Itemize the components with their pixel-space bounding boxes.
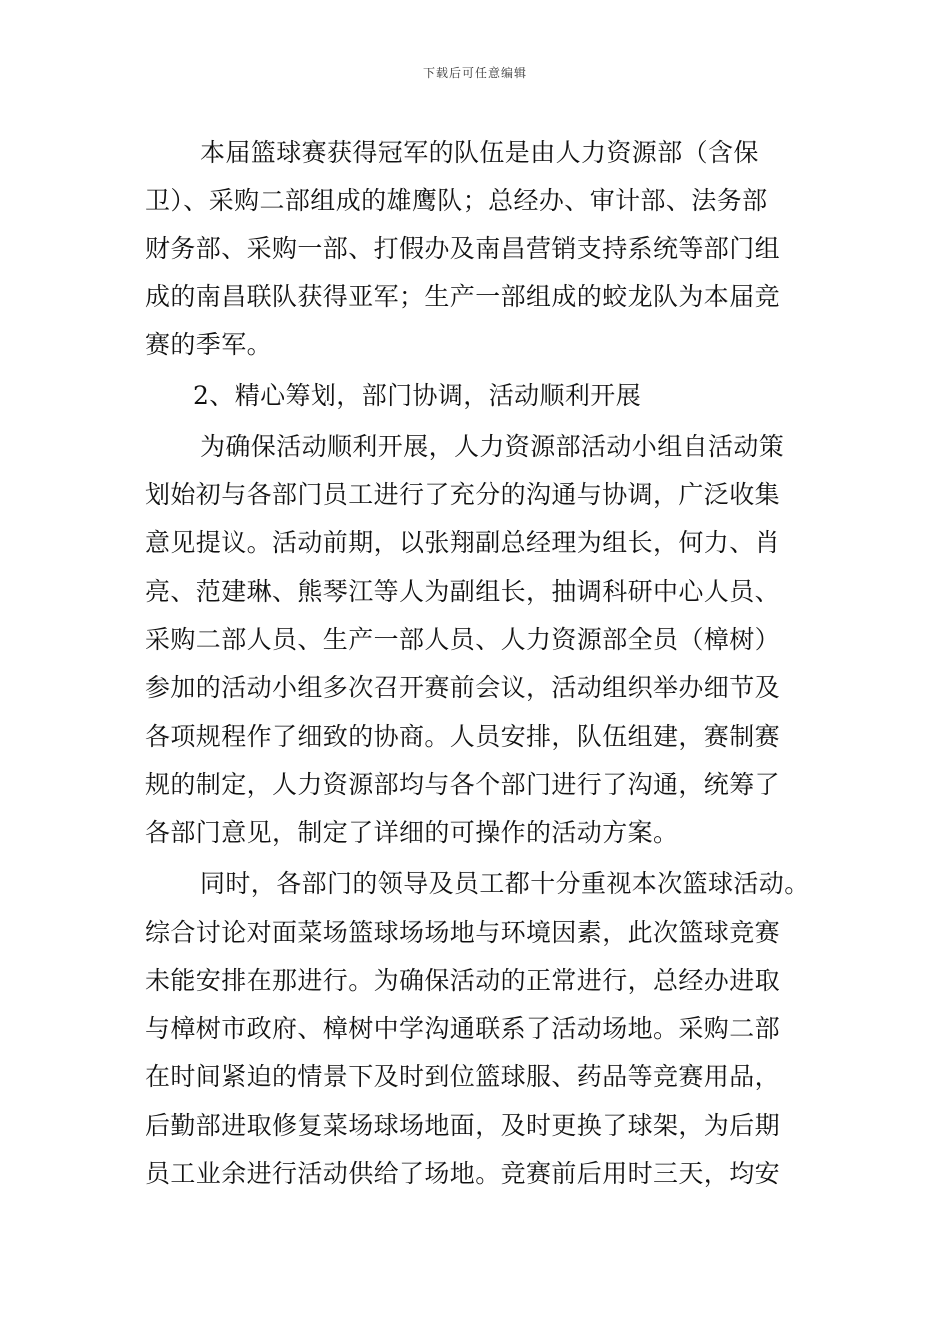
text-line-21: 后勤部进取修复菜场球场地面，及时更换了球架，为后期 [145,1111,781,1140]
section-heading: 2、精心筹划，部门协调，活动顺利开展 [193,381,642,410]
text-line-10: 亮、范建琳、熊琴江等人为副组长，抽调科研中心人员、 [145,577,781,606]
text-line-13: 各项规程作了细致的协商。人员安排，队伍组建，赛制赛 [145,722,781,751]
text-line-20: 在时间紧迫的情景下及时到位篮球服、药品等竞赛用品， [145,1062,781,1091]
text-line-19: 与樟树市政府、樟树中学沟通联系了活动场地。采购二部 [145,1014,781,1043]
text-line-11: 采购二部人员、生产一部人员、人力资源部全员（樟树） [145,625,781,654]
page-header-note: 下载后可任意编辑 [422,66,527,80]
text-line-3: 财务部、采购一部、打假办及南昌营销支持系统等部门组 [145,234,781,263]
text-line-16: 同时，各部门的领导及员工都十分重视本次篮球活动。 [200,869,810,898]
text-line-17: 综合讨论对面菜场篮球场场地与环境因素，此次篮球竞赛 [145,918,781,947]
text-line-14: 规的制定，人力资源部均与各个部门进行了沟通，统筹了 [145,770,781,799]
text-line-12: 参加的活动小组多次召开赛前会议，活动组织举办细节及 [145,673,781,702]
text-line-18: 未能安排在那进行。为确保活动的正常进行，总经办进取 [145,966,781,995]
text-line-9: 意见提议。活动前期，以张翔副总经理为组长，何力、肖 [145,528,781,557]
text-line-15: 各部门意见，制定了详细的可操作的活动方案。 [145,818,679,847]
text-line-4: 成的南昌联队获得亚军；生产一部组成的蛟龙队为本届竞 [145,282,781,311]
text-line-8: 划始初与各部门员工进行了充分的沟通与协调，广泛收集 [145,480,781,509]
text-line-1: 本届篮球赛获得冠军的队伍是由人力资源部（含保 [200,138,759,167]
text-line-22: 员工业余进行活动供给了场地。竞赛前后用时三天，均安 [145,1159,781,1188]
text-line-7: 为确保活动顺利开展，人力资源部活动小组自活动策 [200,432,785,461]
text-line-2: 卫）、采购二部组成的雄鹰队；总经办、审计部、法务部 [145,186,768,215]
text-line-5: 赛的季军。 [145,330,273,359]
